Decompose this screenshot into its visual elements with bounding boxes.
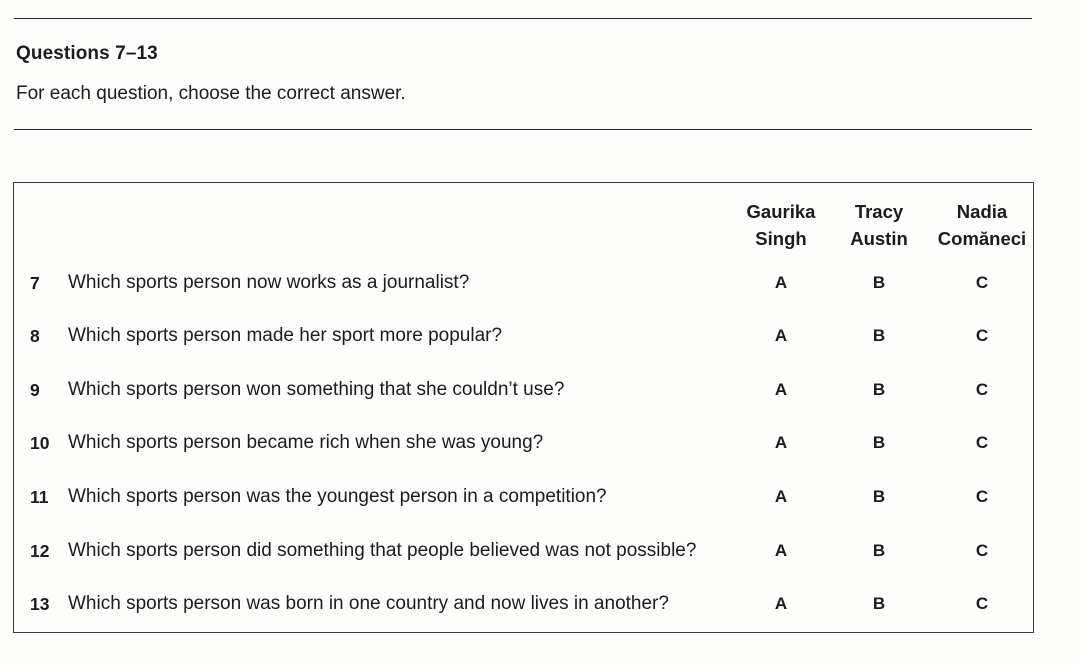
option-b[interactable]: B bbox=[872, 594, 886, 613]
option-b[interactable]: B bbox=[872, 326, 886, 345]
question-number: 7 bbox=[30, 273, 40, 293]
question-row bbox=[14, 589, 1032, 619]
option-b[interactable]: B bbox=[872, 541, 886, 560]
question-text: Which sports person became rich when she was young? bbox=[68, 432, 544, 453]
option-b[interactable]: B bbox=[872, 380, 886, 399]
option-b[interactable]: B bbox=[872, 273, 886, 292]
option-a[interactable]: A bbox=[774, 541, 788, 560]
question-number: 13 bbox=[30, 594, 50, 614]
option-b[interactable]: B bbox=[872, 487, 886, 506]
question-number: 11 bbox=[30, 487, 49, 507]
option-a[interactable]: A bbox=[774, 594, 788, 613]
question-text: Which sports person was born in one country and now lives in another? bbox=[68, 593, 669, 614]
section-instruction: For each question, choose the correct answer. bbox=[16, 83, 406, 104]
option-c[interactable]: C bbox=[975, 433, 989, 452]
column-header-c-line1: Nadia bbox=[956, 201, 1008, 222]
option-c[interactable]: C bbox=[975, 273, 989, 292]
question-number: 10 bbox=[30, 433, 50, 453]
question-number: 9 bbox=[30, 380, 40, 400]
column-header-a bbox=[726, 198, 836, 252]
question-number: 8 bbox=[30, 326, 40, 346]
column-header-b-line1: Tracy bbox=[854, 201, 904, 222]
option-c[interactable]: C bbox=[975, 487, 989, 506]
option-c[interactable]: C bbox=[975, 380, 989, 399]
option-a[interactable]: A bbox=[774, 380, 788, 399]
column-header-b bbox=[824, 198, 934, 252]
section-heading: Questions 7–13 bbox=[16, 43, 158, 64]
column-header-a-line2: Singh bbox=[755, 228, 807, 249]
option-a[interactable]: A bbox=[774, 326, 788, 345]
option-c[interactable]: C bbox=[975, 594, 989, 613]
section-divider bbox=[14, 129, 1032, 130]
question-text: Which sports person did something that people believed was not possible? bbox=[68, 540, 697, 561]
column-header-a-line1: Gaurika bbox=[746, 201, 816, 222]
question-text: Which sports person now works as a journalist? bbox=[68, 272, 470, 293]
question-text: Which sports person made her sport more popular? bbox=[68, 325, 503, 346]
question-row bbox=[14, 482, 1032, 512]
top-divider bbox=[14, 18, 1032, 19]
column-header-b-line2: Austin bbox=[850, 228, 908, 249]
option-a[interactable]: A bbox=[774, 487, 788, 506]
question-row bbox=[14, 268, 1032, 298]
question-text: Which sports person won something that she couldn’t use? bbox=[68, 379, 565, 400]
question-row bbox=[14, 321, 1032, 351]
column-header-c bbox=[927, 198, 1037, 252]
question-row bbox=[14, 428, 1032, 458]
question-text: Which sports person was the youngest person in a competition? bbox=[68, 486, 607, 507]
option-c[interactable]: C bbox=[975, 541, 989, 560]
option-c[interactable]: C bbox=[975, 326, 989, 345]
question-row bbox=[14, 536, 1032, 566]
question-number: 12 bbox=[30, 541, 50, 561]
question-row bbox=[14, 375, 1032, 405]
column-header-c-line2: Comăneci bbox=[937, 228, 1027, 249]
option-a[interactable]: A bbox=[774, 433, 788, 452]
option-b[interactable]: B bbox=[872, 433, 886, 452]
option-a[interactable]: A bbox=[774, 273, 788, 292]
